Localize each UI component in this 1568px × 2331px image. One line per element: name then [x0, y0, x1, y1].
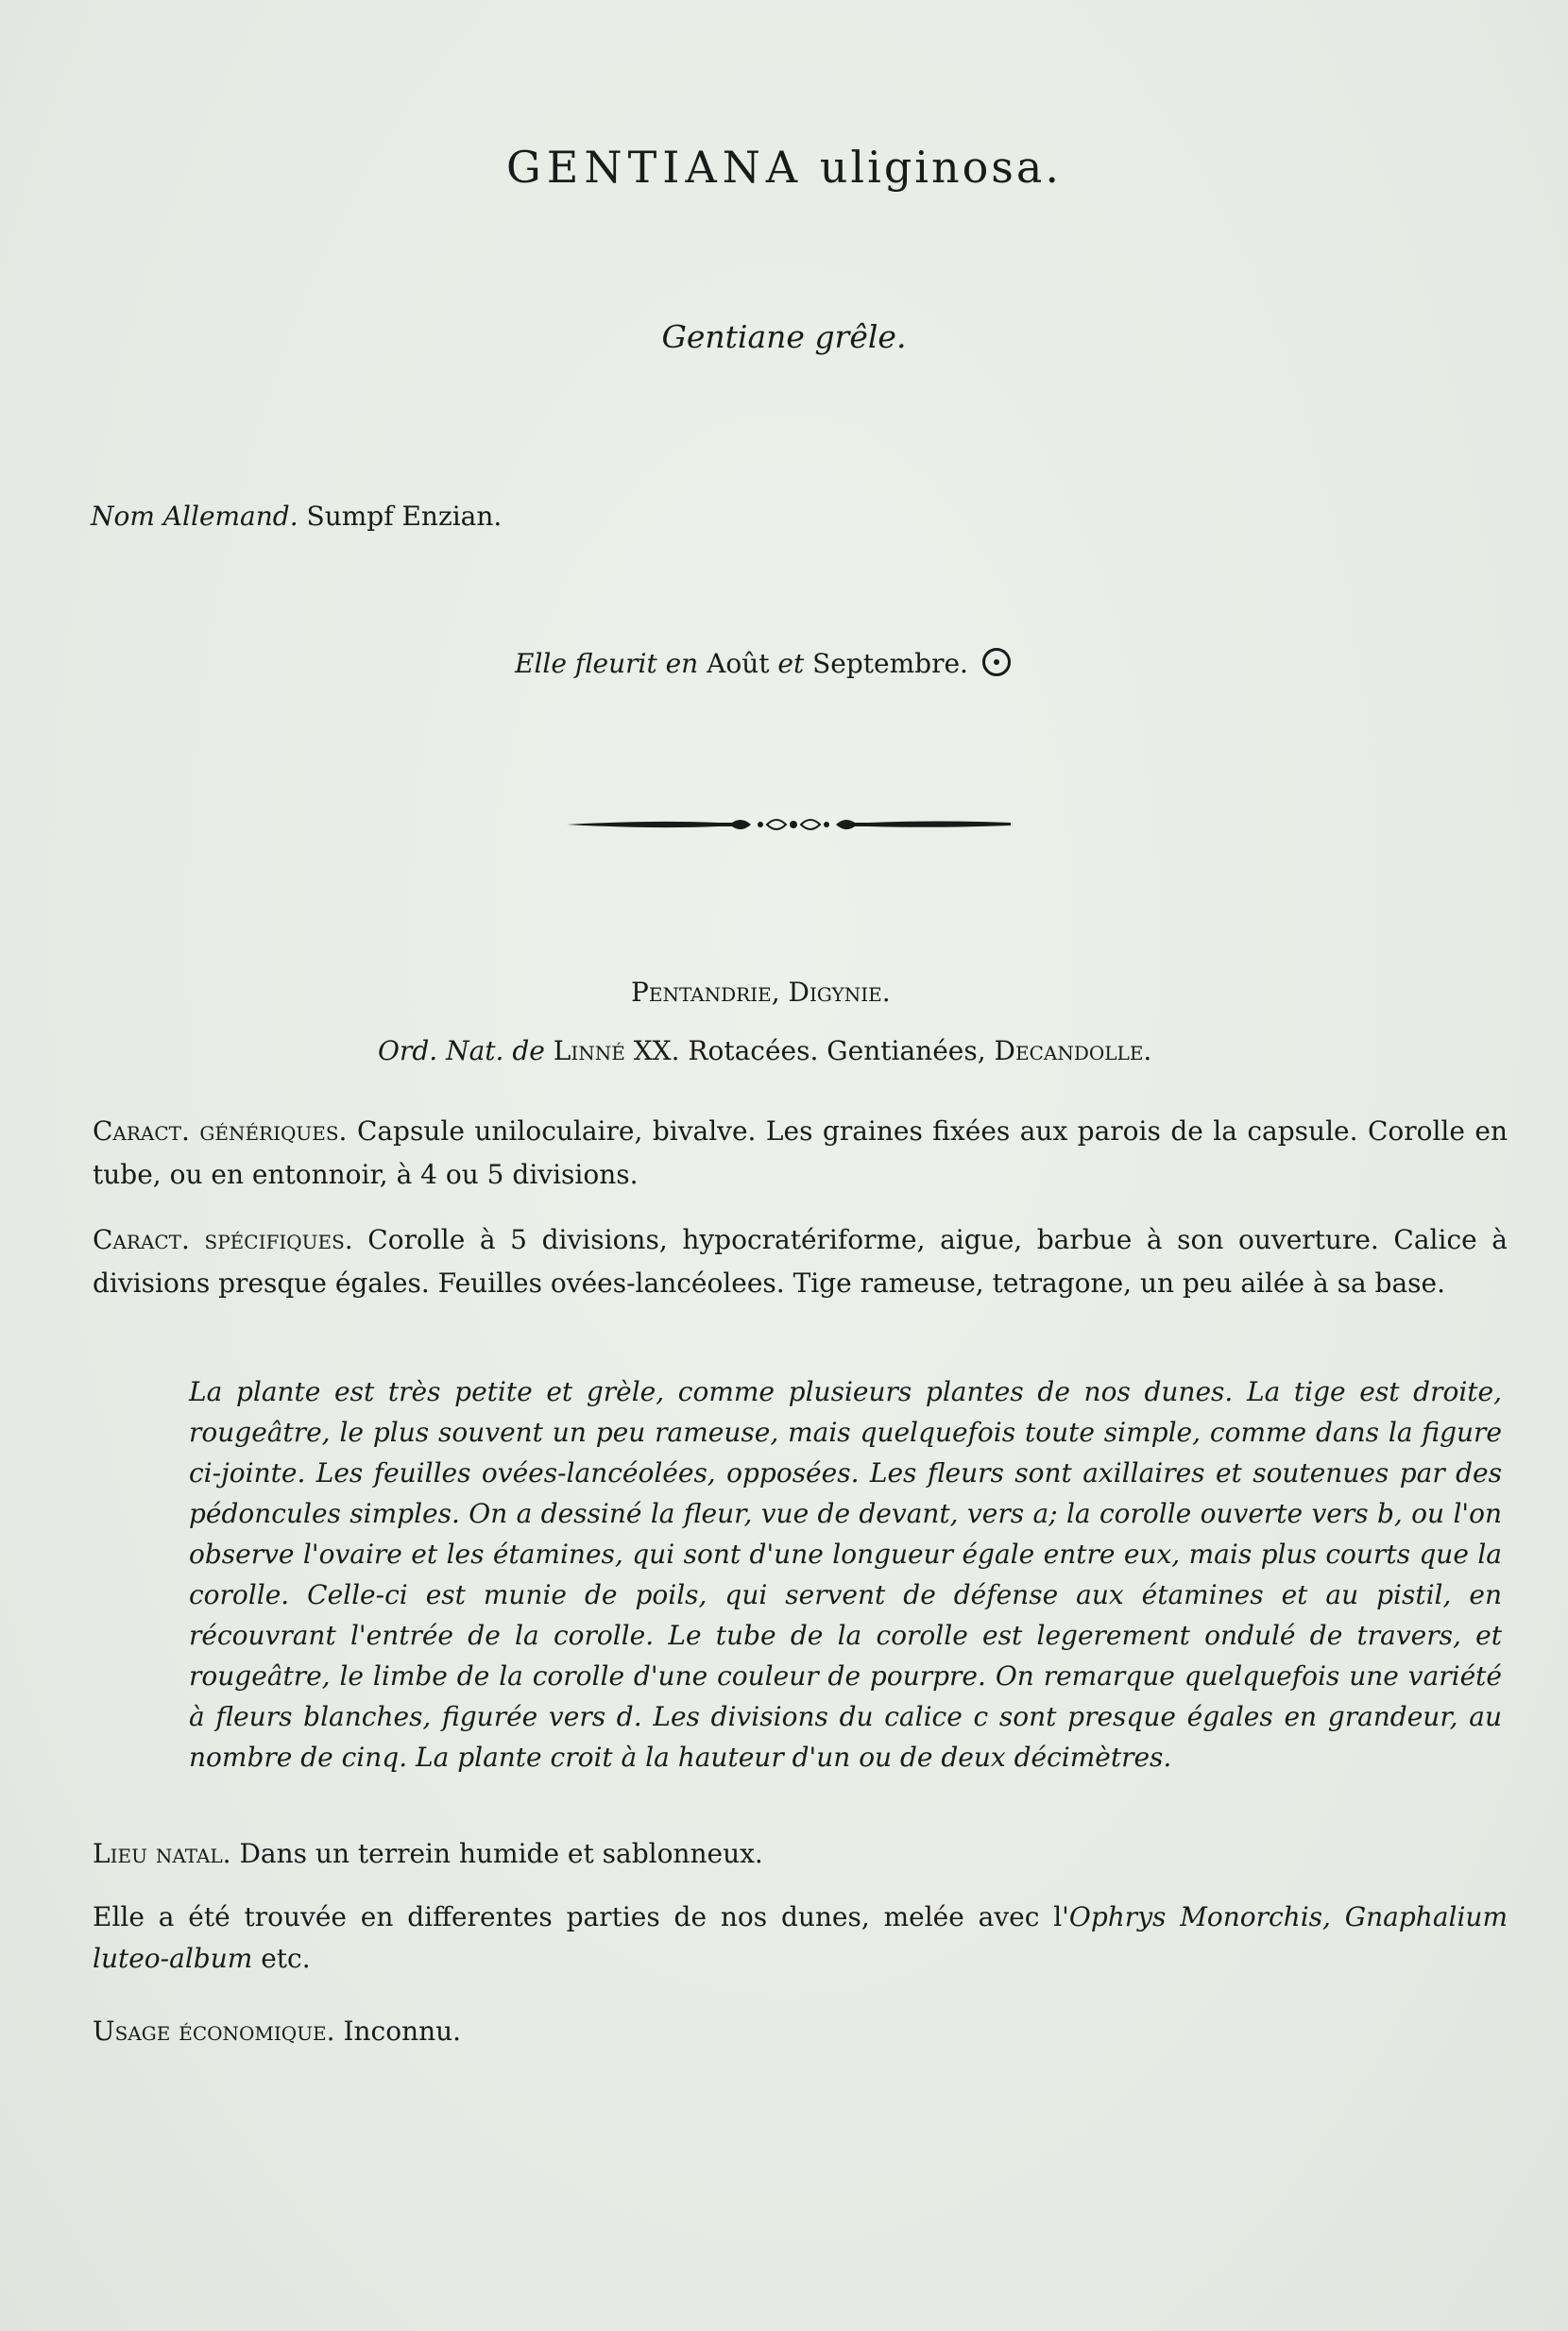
caract-specifiques [93, 1218, 1508, 1305]
title-genus: GENTIANA [506, 142, 804, 193]
trouvee-etc: etc. [261, 1943, 311, 1974]
trouvee-paragraph [93, 1897, 1508, 1980]
lieu-natal-label: Lieu natal. [93, 1838, 231, 1869]
german-name-line [91, 501, 502, 532]
description-paragraph: La plante est très petite et grèle, comme plusieurs plantes de nos dunes. La tige est droite, rougeâtre, le plus souvent un peu rameuse, mais quelquefois toute simple, comme dans la figure ci-jointe. Les feuilles ovées-lancéolées, opposées. Les fleurs sont axillaires et soutenues par des pédoncules simples. On a dessiné la fleur, vue de devant, vers a; la corolle ouverte vers b, ou l'on observe l'ovaire et les étamines, qui sont d'une longueur égale entre eux, mais plus courts que la corolle. Celle-ci est munie de poils, qui servent de défense aux étamines et au pistil, en récouvrant l'entrée de la corolle. Le tube de la corolle est legerement ondulé de travers, et rougeâtre, le limbe de la corolle d'une couleur de pourpre. On remarque quelquefois une variété à fleurs blanches, figurée vers d. Les divisions du calice c sont presque égales en grandeur, au nombre de cinq. La plante croit à la hauteur d'un ou de deux décimètres. [189, 1376, 1502, 1773]
linnaean-class: Pentandrie, Digynie. [631, 977, 891, 1008]
sun-symbol-icon [982, 648, 1011, 676]
flowering-month-2: Septembre. [812, 648, 968, 679]
ord-nat-de: de [512, 1035, 545, 1066]
trouvee-species: Ophrys Monorchis, Gnaphalium luteo-album [93, 1901, 1508, 1974]
usage-label: Usage économique. [93, 2016, 335, 2047]
lieu-natal-text: Dans un terrein humide et sablonneux. [239, 1838, 763, 1869]
caract-generiques-text: Capsule uniloculaire, bivalve. Les graines fixées aux parois de la capsule. Corolle en tube, ou en entonnoir, à 4 ou 5 divisions. [93, 1115, 1508, 1190]
flowering-line [515, 648, 1011, 679]
family-name: Gentianées, [827, 1035, 986, 1066]
trouvee-text: Elle a été trouvée en differentes parties de nos dunes, melée avec l' [93, 1901, 1069, 1932]
caract-generiques [93, 1110, 1508, 1197]
usage-text: Inconnu. [343, 2016, 462, 2047]
caract-generiques-label: Caract. génériques. [93, 1115, 348, 1147]
lieu-natal [93, 1832, 1508, 1876]
natural-order-line [378, 1035, 1151, 1066]
linne-class: XX. Rotacées. [633, 1035, 819, 1066]
caract-specifiques-label: Caract. spécifiques. [93, 1224, 353, 1255]
page-title [0, 142, 1568, 193]
flowering-month-1: Août [707, 648, 770, 679]
flowering-connector: et [777, 648, 805, 679]
german-name-value: Sumpf Enzian. [306, 501, 503, 532]
french-name: Gentiane grêle. [661, 318, 907, 355]
title-species: uliginosa. [819, 142, 1062, 193]
flowering-label: Elle fleurit en [515, 648, 699, 679]
decandolle-name: Decandolle. [994, 1035, 1152, 1066]
caract-specifiques-text: Corolle à 5 divisions, hypocratériforme, aigue, barbue à son ouverture. Calice à divisions presque égales. Feuilles ovées-lancéolees. Tige rameuse, tetragone, un peu ailée à sa base. [93, 1224, 1508, 1299]
german-name-label: Nom Allemand. [91, 501, 298, 532]
linne-name: Linné [553, 1035, 625, 1066]
usage-economique [93, 2010, 1508, 2053]
ornament-divider-icon [567, 812, 1011, 837]
ord-nat-label: Ord. Nat. [378, 1035, 504, 1066]
